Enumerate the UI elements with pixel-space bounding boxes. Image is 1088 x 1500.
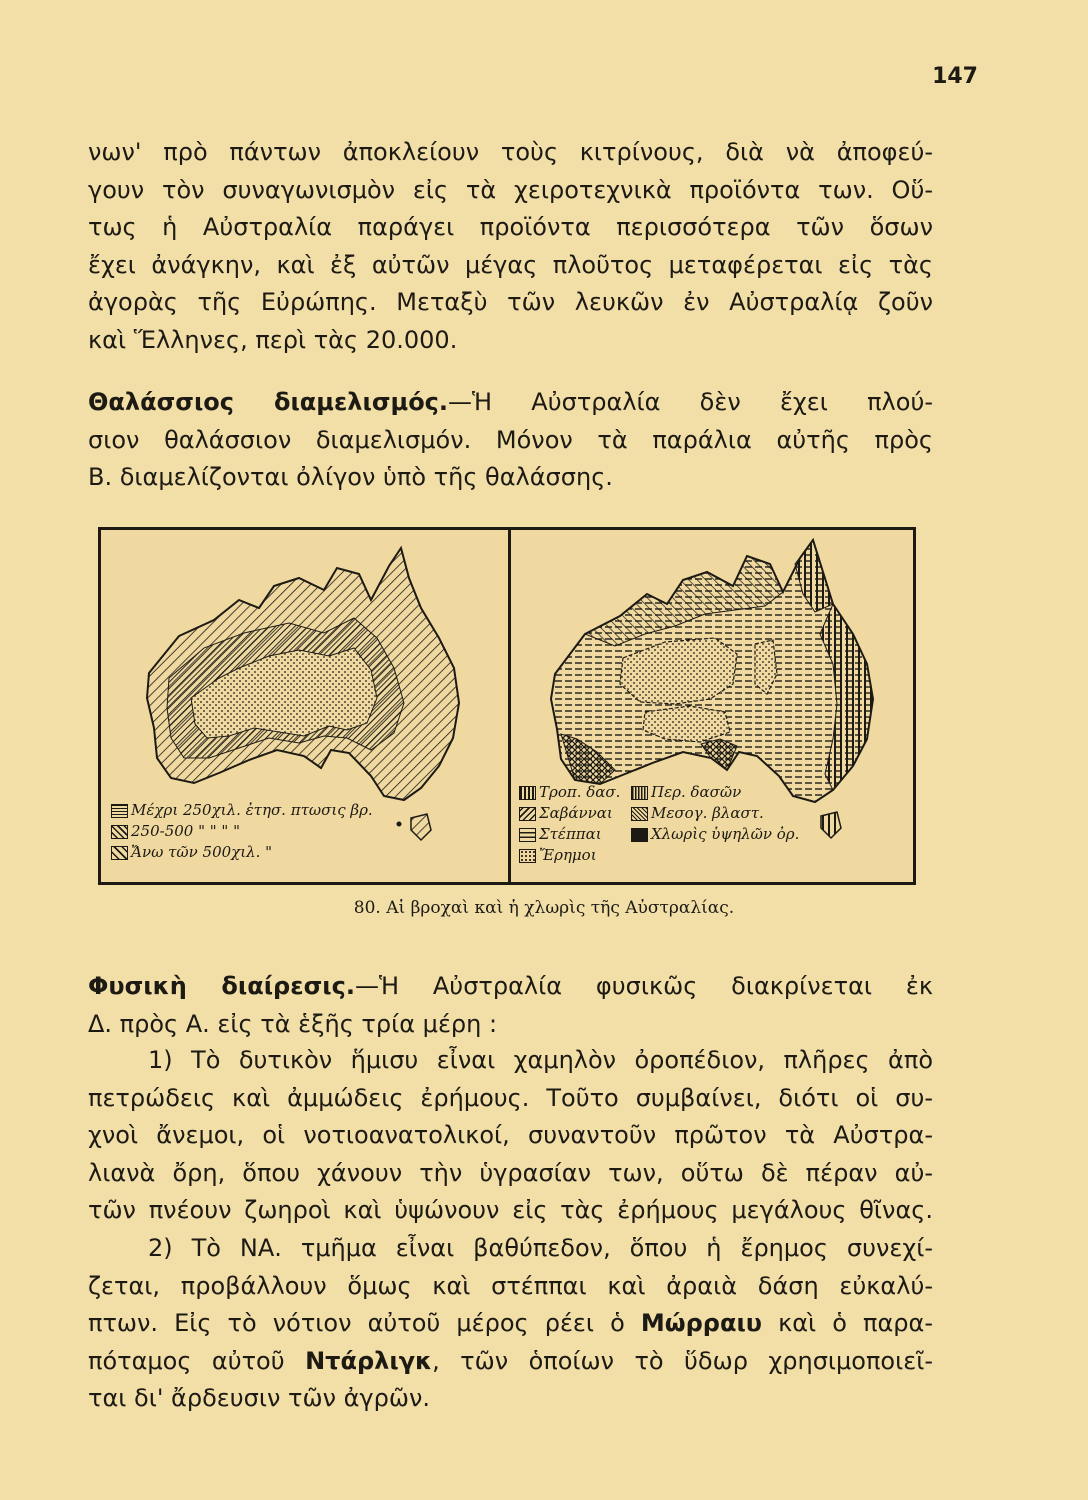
text-line: γουν τὸν συναγωνισμὸν εἰς τὰ χειροτεχνικὰ προϊόντα των. Οὕ- — [88, 175, 933, 204]
text-run: , τῶν ὁποίων τὸ ὕδωρ χρησιμοποιεῖ- — [432, 1346, 933, 1375]
text-line: ζεται, προβάλλουν ὅμως καὶ στέππαι καὶ ἀραιὰ δάση εὐκαλύ- — [88, 1271, 933, 1300]
text-line: ἔχει ἀνάγκην, καὶ ἐξ αὐτῶν μέγας πλοῦτος μεταφέρεται εἰς τὰς — [88, 250, 933, 279]
legend-label: Μέχρι 250χιλ. ἐτησ. πτωσις βρ. — [131, 801, 373, 819]
tasmania-rain — [411, 814, 431, 840]
swatch-hatched — [111, 846, 128, 860]
legend-item — [519, 845, 799, 866]
swatch-dotted — [111, 804, 128, 818]
swatch-horizontal — [519, 828, 536, 842]
text-run: πτων. Εἰς τὸ νότιον αὐτοῦ μέρος ρέει ὁ — [88, 1309, 641, 1337]
legend-item — [111, 842, 373, 863]
text-run: καὶ ὁ παρα- — [762, 1309, 933, 1337]
part2-paragraph — [88, 1230, 933, 1418]
legend-item — [519, 782, 799, 803]
text-run: πόταμος αὐτοῦ — [88, 1346, 306, 1375]
text-run: —Ἡ Αὐστραλία δὲν ἔχει πλού- — [448, 388, 933, 416]
legend-item — [111, 821, 373, 842]
legend-label: Χλωρὶς ὑψηλῶν ὀρ. — [651, 825, 800, 843]
text-line: σιον θαλάσσιον διαμελισμόν. Μόνον τὰ παράλια αὐτῆς πρὸς — [88, 425, 933, 454]
swatch-dotted — [519, 849, 536, 863]
coast-paragraph — [88, 384, 933, 497]
text-line: πετρώδεις καὶ ἀμμώδεις ἐρήμους. Τοῦτο συμβαίνει, διότι οἱ συ- — [88, 1083, 933, 1112]
text-line: τως ἡ Αὐστραλία παράγει προϊόντα περισσότερα τῶν ὅσων — [88, 213, 933, 241]
river-darling: Ντάρλιγκ — [305, 1346, 433, 1375]
text-line: ἀγορὰς τῆς Εὐρώπης. Μεταξὺ τῶν λευκῶν ἐν Αὐστραλίᾳ ζοῦν — [88, 288, 933, 316]
text-line — [88, 968, 933, 1006]
section-heading-coast: Θαλάσσιος διαμελισμός. — [88, 388, 449, 416]
figure-caption: 80. Αἱ βροχαὶ καὶ ἡ χλωρὶς τῆς Αὐστραλίας. — [353, 898, 735, 918]
text-line: χνοὶ ἄνεμοι, οἱ νοτιοανατολικοί, συναντοῦν πρῶτον τὰ Αὐστρα- — [88, 1121, 933, 1149]
text-line: λιανὰ ὄρη, ὅπου χάνουν τὴν ὑγρασίαν των, οὕτω δὲ πέραν αὐ- — [88, 1158, 933, 1187]
legend-label: Μεσογ. βλαστ. — [651, 804, 764, 822]
intro-paragraph — [88, 134, 933, 359]
swatch-hatched — [519, 807, 536, 821]
text-line — [88, 1305, 933, 1343]
text-line: τῶν πνέουν ζωηροὶ καὶ ὑψώνουν εἰς τὰς ἐρήμους μεγάλους θῖνας. — [88, 1196, 933, 1224]
text-line: ται δι' ἄρδευσιν τῶν ἀγρῶν. — [88, 1384, 430, 1412]
section-heading-physical: Φυσικὴ διαίρεσις. — [88, 972, 355, 1000]
swatch-vertical — [519, 786, 536, 800]
text-line: 2) Τὸ ΝΑ. τμῆμα εἶναι βαθύπεδον, ὅπου ἡ ἔρημος συνεχί- — [148, 1234, 933, 1262]
legend-item — [519, 803, 799, 824]
legend-label: Τροπ. δασ. — [539, 783, 621, 801]
text-line — [88, 1343, 933, 1381]
river-murray: Μώρραιυ — [640, 1309, 763, 1337]
tasmania-veg — [821, 812, 841, 838]
rainfall-legend — [111, 800, 373, 863]
swatch-crosshatch — [631, 807, 648, 821]
text-line: 1) Τὸ δυτικὸν ἥμισυ εἶναι χαμηλὸν ὀροπέδιον, πλῆρες ἀπὸ — [148, 1046, 933, 1074]
text-line — [88, 384, 933, 422]
legend-item — [111, 800, 373, 821]
text-run: —Ἡ Αὐστραλία φυσικῶς διακρίνεται ἐκ — [354, 972, 934, 1000]
vegetation-legend — [519, 782, 799, 866]
legend-label: Περ. δασῶν — [651, 783, 742, 801]
swatch-vertical-fine — [631, 786, 648, 800]
figure-rain-vegetation-maps — [98, 527, 916, 885]
legend-label: Ἄνω τῶν 500χιλ. " — [131, 843, 273, 861]
text-line: καὶ Ἕλληνες, περὶ τὰς 20.000. — [88, 325, 458, 354]
text-line: νων' πρὸ πάντων ἀποκλείουν τοὺς κιτρίνους, διὰ νὰ ἀποφεύ- — [88, 138, 933, 166]
legend-label: Σαβάνναι — [539, 804, 613, 822]
part1-paragraph — [88, 1042, 933, 1230]
swatch-solid — [631, 828, 648, 842]
legend-label: 250-500 " " " " — [131, 822, 240, 840]
legend-label: Ἔρημοι — [539, 846, 597, 864]
legend-label: Στέππαι — [539, 825, 602, 843]
swatch-hatched-dense — [111, 825, 128, 839]
page-number: 147 — [932, 64, 978, 89]
text-line: Β. διαμελίζονται ὀλίγον ὑπὸ τῆς θαλάσσης. — [88, 463, 613, 491]
physical-paragraph — [88, 968, 933, 1043]
text-line: Δ. πρὸς Α. εἰς τὰ ἑξῆς τρία μέρη : — [88, 1009, 498, 1038]
legend-item — [519, 824, 799, 845]
figure-divider — [508, 530, 511, 882]
